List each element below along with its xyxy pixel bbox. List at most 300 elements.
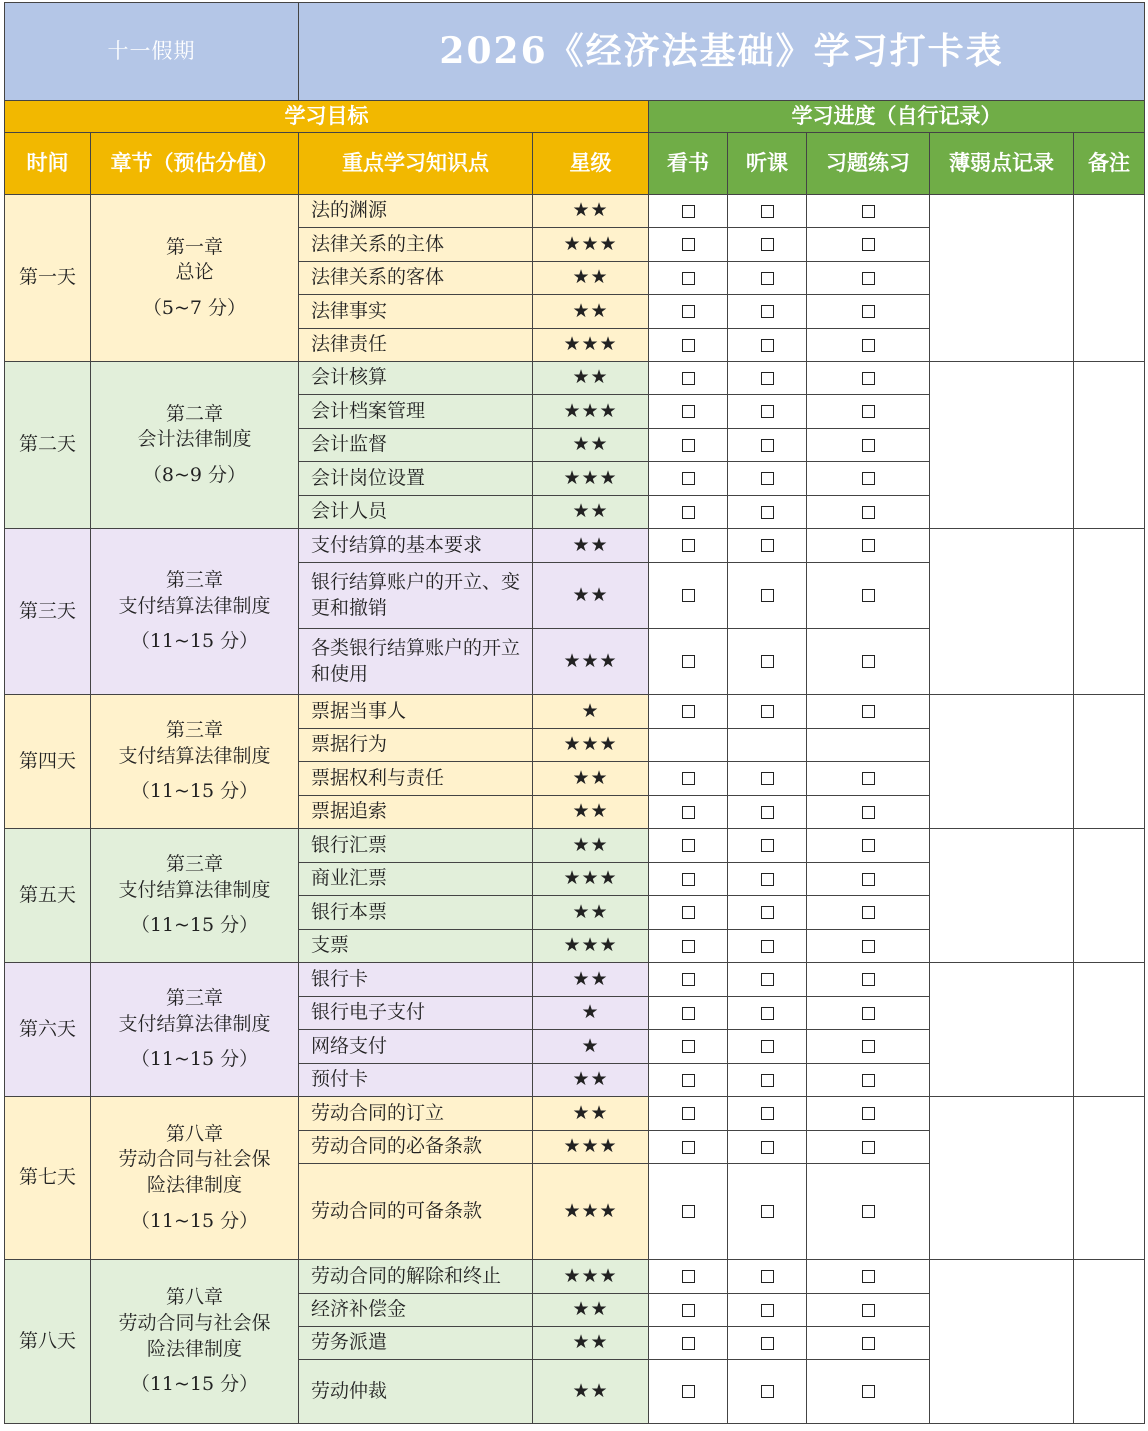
checkbox-exercise[interactable] [862,272,875,285]
topic-cell: 银行电子支付 [299,997,533,1030]
checkbox-lecture[interactable] [761,272,774,285]
star-rating: ★★ [533,195,649,228]
chapter-line: 支付结算法律制度 [118,878,271,901]
check-cell-lecture [728,997,807,1030]
notes-cell[interactable] [1074,1097,1145,1260]
topic-cell: 会计人员 [299,496,533,529]
checkbox-lecture[interactable] [761,472,774,485]
check-cell-lecture [728,262,807,295]
star-rating: ★ [533,695,649,729]
notes-cell[interactable] [1074,829,1145,963]
checkbox-lecture[interactable] [761,439,774,452]
checkbox-read[interactable] [682,655,695,668]
check-cell-read [649,462,728,496]
checkbox-lecture[interactable] [761,839,774,852]
check-cell-lecture [728,429,807,462]
checkbox-exercise[interactable] [862,839,875,852]
group-study-progress: 学习进度（自行记录） [649,101,1145,133]
checkbox-exercise[interactable] [862,1141,875,1154]
notes-cell[interactable] [1074,963,1145,1097]
check-cell-exercise [807,762,930,796]
check-cell-read [649,362,728,395]
check-cell-exercise [807,997,930,1030]
checkbox-lecture[interactable] [761,1304,774,1317]
chapter-line: 总论 [175,261,214,284]
check-cell-exercise [807,563,930,629]
chapter-line: 第八章 [165,1286,223,1309]
check-cell-lecture [728,729,807,762]
chapter-cell [91,1097,299,1260]
table-row [5,1260,1145,1294]
check-cell-exercise [807,1360,930,1424]
checkbox-exercise[interactable] [862,439,875,452]
check-cell-read [649,1327,728,1360]
star-rating: ★★★ [533,1164,649,1260]
day-cell: 第五天 [5,829,91,963]
topic-cell: 劳务派遣 [299,1327,533,1360]
checkbox-lecture[interactable] [761,1205,774,1218]
checkbox-exercise[interactable] [862,940,875,953]
checkbox-read[interactable] [682,772,695,785]
check-cell-exercise [807,195,930,228]
check-cell-exercise [807,329,930,362]
topic-cell: 法律责任 [299,329,533,362]
topic-cell: 劳动合同的订立 [299,1097,533,1131]
col-header-chapter: 章节（预估分值） [91,133,299,195]
checkbox-read[interactable] [682,873,695,886]
weak-point-cell[interactable] [930,1097,1074,1260]
checkbox-lecture[interactable] [761,1141,774,1154]
checkbox-exercise[interactable] [862,973,875,986]
checkbox-exercise[interactable] [862,1107,875,1120]
notes-cell[interactable] [1074,529,1145,695]
checkbox-lecture[interactable] [761,238,774,251]
checkbox-exercise[interactable] [862,806,875,819]
check-cell-lecture [728,695,807,729]
group-study-goals: 学习目标 [5,101,649,133]
star-rating: ★★ [533,896,649,930]
weak-point-cell[interactable] [930,1260,1074,1424]
checkbox-lecture[interactable] [761,1337,774,1350]
checkbox-lecture[interactable] [761,1270,774,1283]
check-cell-lecture [728,629,807,695]
checkbox-lecture[interactable] [761,1040,774,1053]
checkbox-exercise[interactable] [862,655,875,668]
checkbox-read[interactable] [682,1337,695,1350]
check-cell-exercise [807,1030,930,1064]
checkbox-read[interactable] [682,205,695,218]
chapter-cell [91,695,299,829]
checkbox-exercise[interactable] [862,772,875,785]
study-checkin-sheet [4,2,1144,1426]
weak-point-cell[interactable] [930,695,1074,829]
check-cell-read [649,529,728,563]
chapter-score: （5~7 分） [142,296,247,319]
checkbox-exercise[interactable] [862,1304,875,1317]
topic-cell: 会计监督 [299,429,533,462]
weak-point-cell[interactable] [930,529,1074,695]
check-cell-read [649,429,728,462]
topic-cell: 劳动仲裁 [299,1360,533,1424]
checkbox-exercise[interactable] [862,705,875,718]
topic-cell: 法律关系的主体 [299,228,533,262]
checkbox-lecture[interactable] [761,940,774,953]
checkbox-read[interactable] [682,1141,695,1154]
check-cell-exercise [807,963,930,997]
star-rating: ★★ [533,563,649,629]
checkbox-exercise[interactable] [862,589,875,602]
checkbox-read[interactable] [682,1040,695,1053]
checkbox-lecture[interactable] [761,372,774,385]
checkbox-read[interactable] [682,1304,695,1317]
checkbox-exercise[interactable] [862,539,875,552]
checkbox-read[interactable] [682,472,695,485]
check-cell-lecture [728,295,807,329]
checkbox-lecture[interactable] [761,405,774,418]
checkbox-lecture[interactable] [761,906,774,919]
checkbox-exercise[interactable] [862,1270,875,1283]
topic-cell: 支票 [299,930,533,963]
sheet-title: 2026《经济法基础》学习打卡表 [299,3,1145,101]
check-cell-exercise [807,496,930,529]
checkbox-read[interactable] [682,539,695,552]
notes-cell[interactable] [1074,195,1145,362]
check-cell-exercise [807,729,930,762]
checkbox-read[interactable] [682,339,695,352]
check-cell-read [649,762,728,796]
check-cell-exercise [807,462,930,496]
checkbox-read[interactable] [682,439,695,452]
checkbox-exercise[interactable] [862,205,875,218]
checkbox-lecture[interactable] [761,705,774,718]
star-rating: ★★ [533,796,649,829]
col-header-notes: 备注 [1074,133,1145,195]
checkbox-lecture[interactable] [761,1074,774,1087]
weak-point-cell[interactable] [930,362,1074,529]
chapter-cell [91,195,299,362]
checkbox-read[interactable] [682,973,695,986]
checkbox-read[interactable] [682,839,695,852]
check-cell-exercise [807,863,930,896]
check-cell-exercise [807,395,930,429]
check-cell-lecture [728,329,807,362]
checkbox-exercise[interactable] [862,873,875,886]
chapter-score: （8~9 分） [142,463,247,486]
checkbox-read[interactable] [682,1270,695,1283]
star-rating: ★★★ [533,729,649,762]
checkbox-read[interactable] [682,1205,695,1218]
chapter-line: 第三章 [165,569,223,592]
checkbox-exercise[interactable] [862,1040,875,1053]
topic-cell: 票据权利与责任 [299,762,533,796]
checkbox-lecture[interactable] [761,806,774,819]
chapter-score: （11~15 分） [130,1048,259,1071]
table-row [5,829,1145,863]
check-cell-lecture [728,563,807,629]
chapter-line: 支付结算法律制度 [118,594,271,617]
check-cell-read [649,1360,728,1424]
weak-point-cell[interactable] [930,963,1074,1097]
topic-cell: 预付卡 [299,1064,533,1097]
col-header-topic: 重点学习知识点 [299,133,533,195]
checkbox-lecture[interactable] [761,589,774,602]
checkbox-read[interactable] [682,238,695,251]
chapter-cell [91,529,299,695]
check-cell-lecture [728,1064,807,1097]
check-cell-lecture [728,395,807,429]
check-cell-lecture [728,1131,807,1164]
check-cell-lecture [728,762,807,796]
table-row [5,695,1145,729]
star-rating: ★★★ [533,629,649,695]
col-header-time: 时间 [5,133,91,195]
weak-point-cell[interactable] [930,829,1074,963]
day-cell: 第一天 [5,195,91,362]
topic-cell: 商业汇票 [299,863,533,896]
day-cell: 第七天 [5,1097,91,1260]
checkbox-exercise[interactable] [862,1074,875,1087]
topic-cell: 法律事实 [299,295,533,329]
check-cell-read [649,563,728,629]
star-rating: ★★ [533,762,649,796]
table-row [5,963,1145,997]
check-cell-lecture [728,228,807,262]
chapter-score: （11~15 分） [130,780,259,803]
checkbox-exercise[interactable] [862,472,875,485]
checkbox-read[interactable] [682,940,695,953]
topic-cell: 各类银行结算账户的开立和使用 [299,629,533,695]
checkbox-read[interactable] [682,1107,695,1120]
day-cell: 第三天 [5,529,91,695]
col-header-stars: 星级 [533,133,649,195]
day-cell: 第二天 [5,362,91,529]
check-cell-read [649,963,728,997]
check-cell-read [649,1294,728,1327]
weak-point-cell[interactable] [930,195,1074,362]
check-cell-read [649,896,728,930]
check-cell-read [649,262,728,295]
star-rating: ★★★ [533,1131,649,1164]
topic-cell: 法的渊源 [299,195,533,228]
check-cell-read [649,1260,728,1294]
checkbox-read[interactable] [682,906,695,919]
check-cell-read [649,1164,728,1260]
notes-cell[interactable] [1074,695,1145,829]
check-cell-exercise [807,629,930,695]
col-header-read: 看书 [649,133,728,195]
checkbox-read[interactable] [682,1385,695,1398]
check-cell-lecture [728,930,807,963]
star-rating: ★★ [533,496,649,529]
topic-cell: 网络支付 [299,1030,533,1064]
check-cell-exercise [807,228,930,262]
table-row [5,529,1145,563]
check-cell-lecture [728,963,807,997]
topic-cell: 银行结算账户的开立、变更和撤销 [299,563,533,629]
checkbox-exercise[interactable] [862,1385,875,1398]
checkbox-lecture[interactable] [761,339,774,352]
topic-cell: 会计岗位设置 [299,462,533,496]
checkbox-exercise[interactable] [862,238,875,251]
checkbox-read[interactable] [682,372,695,385]
check-cell-lecture [728,896,807,930]
check-cell-exercise [807,1097,930,1131]
topic-cell: 法律关系的客体 [299,262,533,295]
star-rating: ★★★ [533,863,649,896]
check-cell-read [649,729,728,762]
checkbox-exercise[interactable] [862,1205,875,1218]
star-rating: ★★ [533,362,649,395]
chapter-cell [91,362,299,529]
star-rating: ★★ [533,1327,649,1360]
checkbox-read[interactable] [682,272,695,285]
notes-cell[interactable] [1074,1260,1145,1424]
checkbox-lecture[interactable] [761,655,774,668]
holiday-label: 十一假期 [5,3,299,101]
star-rating: ★★★ [533,1260,649,1294]
checkbox-exercise[interactable] [862,1007,875,1020]
checkbox-lecture[interactable] [761,506,774,519]
check-cell-exercise [807,529,930,563]
check-cell-exercise [807,930,930,963]
check-cell-read [649,295,728,329]
checkbox-exercise[interactable] [862,372,875,385]
star-rating: ★★ [533,295,649,329]
table-row [5,195,1145,228]
topic-cell: 劳动合同的解除和终止 [299,1260,533,1294]
col-header-exercise: 习题练习 [807,133,930,195]
star-rating: ★★★ [533,462,649,496]
check-cell-read [649,195,728,228]
checkbox-read[interactable] [682,305,695,318]
check-cell-exercise [807,695,930,729]
chapter-line: 险法律制度 [146,1174,242,1196]
chapter-line: 第三章 [165,987,223,1010]
check-cell-lecture [728,1294,807,1327]
check-cell-exercise [807,295,930,329]
check-cell-exercise [807,429,930,462]
star-rating: ★★★ [533,930,649,963]
star-rating: ★ [533,997,649,1030]
chapter-line: 支付结算法律制度 [118,1012,271,1035]
check-cell-exercise [807,1164,930,1260]
star-rating: ★★★ [533,228,649,262]
topic-cell: 支付结算的基本要求 [299,529,533,563]
checkbox-lecture[interactable] [761,973,774,986]
topic-cell: 劳动合同的必备条款 [299,1131,533,1164]
chapter-cell [91,1260,299,1424]
checkbox-lecture[interactable] [761,539,774,552]
check-cell-read [649,1064,728,1097]
topic-cell: 会计档案管理 [299,395,533,429]
col-header-weak-points: 薄弱点记录 [930,133,1074,195]
checkbox-lecture[interactable] [761,305,774,318]
chapter-line: 第三章 [165,853,223,876]
star-rating: ★★ [533,829,649,863]
chapter-score: （11~15 分） [130,630,259,653]
chapter-line: 第三章 [165,719,223,742]
chapter-line: 第八章 [165,1122,223,1145]
check-cell-read [649,796,728,829]
check-cell-read [649,629,728,695]
star-rating: ★★ [533,1294,649,1327]
star-rating: ★★ [533,1064,649,1097]
check-cell-read [649,997,728,1030]
topic-cell: 银行汇票 [299,829,533,863]
chapter-cell [91,963,299,1097]
checkbox-lecture[interactable] [761,205,774,218]
checkbox-lecture[interactable] [761,1007,774,1020]
check-cell-read [649,1030,728,1064]
check-cell-read [649,1097,728,1131]
checkbox-exercise[interactable] [862,339,875,352]
checkbox-read[interactable] [682,589,695,602]
day-cell: 第四天 [5,695,91,829]
check-cell-lecture [728,796,807,829]
check-cell-exercise [807,829,930,863]
checkbox-read[interactable] [682,806,695,819]
notes-cell[interactable] [1074,362,1145,529]
topic-cell: 票据行为 [299,729,533,762]
star-rating: ★★ [533,1360,649,1424]
checkbox-read[interactable] [682,705,695,718]
star-rating: ★★ [533,963,649,997]
topic-cell: 劳动合同的可备条款 [299,1164,533,1260]
topic-cell: 票据当事人 [299,695,533,729]
checkbox-lecture[interactable] [761,1107,774,1120]
chapter-line: 支付结算法律制度 [118,744,271,767]
check-cell-exercise [807,1260,930,1294]
check-cell-lecture [728,462,807,496]
checkbox-read[interactable] [682,405,695,418]
chapter-score: （11~15 分） [130,1209,259,1232]
checkbox-read[interactable] [682,1007,695,1020]
checkbox-exercise[interactable] [862,405,875,418]
topic-cell: 银行卡 [299,963,533,997]
check-cell-read [649,829,728,863]
chapter-line: 会计法律制度 [137,428,252,451]
checkbox-lecture[interactable] [761,772,774,785]
chapter-line: 劳动合同与社会保 [118,1148,271,1171]
check-cell-exercise [807,362,930,395]
checkbox-exercise[interactable] [862,906,875,919]
check-cell-exercise [807,1131,930,1164]
checkbox-read[interactable] [682,506,695,519]
check-cell-lecture [728,829,807,863]
check-cell-exercise [807,896,930,930]
chapter-score: （11~15 分） [130,914,259,937]
checkbox-lecture[interactable] [761,1385,774,1398]
col-header-lecture: 听课 [728,133,807,195]
checkbox-read[interactable] [682,1074,695,1087]
star-rating: ★★ [533,1097,649,1131]
check-cell-read [649,930,728,963]
chapter-line: 险法律制度 [146,1337,242,1360]
check-cell-lecture [728,1097,807,1131]
checkbox-exercise[interactable] [862,1337,875,1350]
checkbox-exercise[interactable] [862,506,875,519]
checkin-table [4,2,1145,1424]
check-cell-read [649,863,728,896]
topic-cell: 票据追索 [299,796,533,829]
day-cell: 第六天 [5,963,91,1097]
star-rating: ★★★ [533,395,649,429]
check-cell-lecture [728,529,807,563]
check-cell-lecture [728,1164,807,1260]
star-rating: ★★ [533,262,649,295]
checkbox-lecture[interactable] [761,873,774,886]
checkbox-exercise[interactable] [862,305,875,318]
